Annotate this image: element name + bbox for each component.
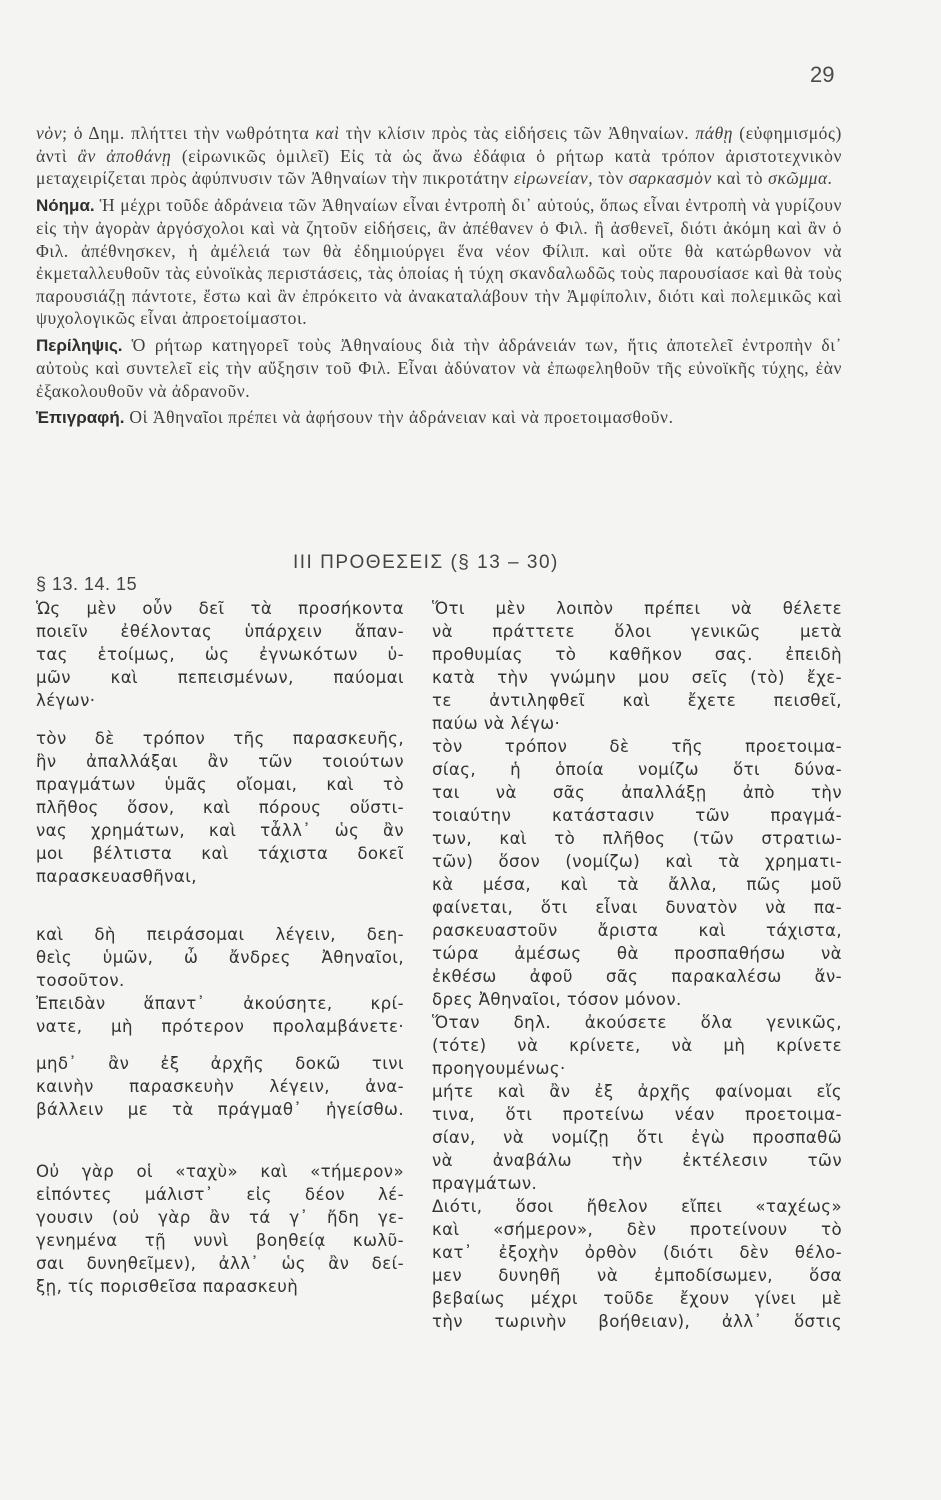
perilipsis-paragraph xyxy=(36,334,842,403)
original-line: καινὴν παρασκευὴν λέγειν, ἀνα- xyxy=(36,1077,404,1096)
original-line: τὸν δὲ τρόπον τῆς παρασκευῆς, xyxy=(36,729,404,748)
note-term: σκῶμμα. xyxy=(768,168,833,188)
original-line: παρασκευασθῆναι, xyxy=(36,867,197,886)
original-line: νας χρημάτων, καὶ τἆλλ᾿ ὡς ἂν xyxy=(36,821,404,840)
note-term: πάθῃ xyxy=(695,123,734,143)
epigraphe-label: Ἐπιγραφή. xyxy=(36,408,125,427)
translation-line: δρες Ἀθηναῖοι, τόσον μόνον. xyxy=(432,990,682,1009)
original-line: θεὶς ὑμῶν, ὦ ἄνδρες Ἀθηναῖοι, xyxy=(36,948,404,967)
translation-line: ἐκθέσω ἀφοῦ σᾶς παρακαλέσω ἄν- xyxy=(432,967,842,986)
note-term: καὶ xyxy=(315,123,340,143)
original-line: ἣν ἀπαλλάξαι ἂν τῶν τοιούτων xyxy=(36,752,404,771)
note-text: (εὐφημισμός) ἀντὶ xyxy=(36,123,842,166)
original-line: εἰπόντες μάλιστ᾿ εἰς δέον λέ- xyxy=(36,1185,404,1204)
noema-text: Ἡ μέχρι τοῦδε ἀδράνεια τῶν Ἀθηναίων εἶναι ἐντροπὴ δι᾿ αὐτούς, ὅπως εἶναι ἐντροπὴ νὰ γυρίζουν εἰς τὴν ἀγορὰν ἀργόσχολοι καὶ νὰ ζητοῦν εἰδήσεις, ἂν ἀπέθανεν ὁ Φιλ. ἢ ἀσθενεῖ, διότι ἀκόμη καὶ ἂν ὁ Φιλ. ἀπέθνησκεν, ἡ ἀμέλειά των θὰ ἐδημιούργει ἕνα νέον Φίλιπ. καὶ οὔτε θὰ κατώρθωνον νὰ ἐκμεταλλευθοῦν τὰς εὐνοϊκὰς περιστάσεις, τὰς ὁποίας ἡ τύχη σκανδαλωδῶς τοὺς παρουσίασε καὶ θὰ τοὺς παρουσιάζῃ πάντοτε, ἔστω καὶ ἂν ἐπρόκειτο νὰ ἀνακαταλάβουν τὴν Ἀμφίπολιν, διότι καὶ πολεμικῶς καὶ ψυχολογικῶς εἶναι ἀπροετοίμαστοι. xyxy=(36,194,842,328)
epigraphe-paragraph xyxy=(36,406,842,430)
note-text: καὶ τὸ xyxy=(711,168,769,188)
translation-line: βεβαίως μέχρι τοῦδε ἔχουν γίνει μὲ xyxy=(432,1289,842,1308)
section-reference: § 13. 14. 15 xyxy=(36,574,138,594)
translation-line: κὰ μέσα, καὶ τὰ ἄλλα, πῶς μοῦ xyxy=(432,875,842,894)
original-line: τοσοῦτον. xyxy=(36,971,125,990)
note-term: ἂν ἀποθάνῃ xyxy=(77,145,172,166)
translation-line: τῶν) ὅσον (νομίζω) καὶ τὰ χρηματι- xyxy=(432,852,842,871)
translation-line: (τότε) νὰ κρίνετε, νὰ μὴ κρίνετε xyxy=(432,1036,842,1055)
original-line: μηδ᾿ ἂν ἐξ ἀρχῆς δοκῶ τινι xyxy=(36,1054,404,1073)
translation-line: νὰ ἀναβάλω τὴν ἐκτέλεσιν τῶν xyxy=(432,1151,842,1170)
original-line: μῶν καὶ πεπεισμένων, παύομαι xyxy=(36,668,404,687)
original-line: Οὐ γὰρ οἱ «ταχὺ» καὶ «τήμερον» xyxy=(36,1162,404,1181)
note-text: τὸν xyxy=(593,168,629,188)
note-term: σαρκασμὸν xyxy=(628,168,712,188)
original-line: γενημένα τῇ νυνὶ βοηθείᾳ κωλῦ- xyxy=(36,1231,404,1250)
perilipsis-text: Ὁ ρήτωρ κατηγορεῖ τοὺς Ἀθηναίους διὰ τὴν ἀδράνειάν των, ἥτις ἀποτελεῖ ἐντροπὴν δι᾿ αὐτοὺς καὶ συντελεῖ εἰς τὴν αὔξησιν τοῦ Φιλ. Εἶναι ἀδύνατον νὰ ἐπωφεληθοῦν τῆς εὐνοϊκῆς τύχης, ἐὰν ἐξακολουθοῦν νὰ ἀδρανοῦν. xyxy=(36,334,842,401)
translation-line: πραγμάτων. xyxy=(432,1174,538,1193)
original-block-5 xyxy=(36,1052,404,1121)
translation-line: νὰ πράττετε ὅλοι γενικῶς μετὰ xyxy=(432,622,842,641)
original-line: τας ἑτοίμως, ὡς ἐγνωκότων ὑ- xyxy=(36,645,404,664)
original-block-4 xyxy=(36,992,404,1038)
translation-line: τοιαύτην κατάστασιν τῶν πραγμά- xyxy=(432,806,842,825)
translation-line: σίας, ἡ ὁποία νομίζω ὅτι δύνα- xyxy=(432,760,842,779)
original-line: βάλλειν με τὰ πράγμαθ᾿ ἡγείσθω. xyxy=(36,1100,404,1119)
translation-line: κατὰ τὴν γνώμην μου σεῖς (τὸ) ἔχε- xyxy=(432,668,842,687)
original-line: πραγμάτων ὑμᾶς οἴομαι, καὶ τὸ xyxy=(36,775,404,794)
original-line: σαι δυνηθεῖμεν), ἀλλ᾿ ὡς ἂν δεί- xyxy=(36,1254,404,1273)
translation-line: Διότι, ὅσοι ἤθελον εἴπει «ταχέως» xyxy=(432,1197,842,1216)
noema-label: Νόημα. xyxy=(36,195,95,215)
original-line: νατε, μὴ πρότερον προλαμβάνετε· xyxy=(36,1017,404,1036)
note-text: τὴν κλίσιν πρὸς τὰς εἰδήσεις τῶν Ἀθηναίων. xyxy=(339,123,696,143)
translation-line: τὴν τωρινὴν βοήθειαν), ἀλλ᾿ ὅστις xyxy=(432,1312,842,1331)
perilipsis-label: Περίληψις. xyxy=(36,335,123,355)
translation-line: ται νὰ σᾶς ἀπαλλάξῃ ἀπὸ τὴν xyxy=(432,783,842,802)
original-block-6 xyxy=(36,1160,404,1298)
translation-line: παύω νὰ λέγω· xyxy=(432,714,561,733)
translation-line: τὸν τρόπον δὲ τῆς προετοιμα- xyxy=(432,737,842,756)
section-heading: III ΠΡΟΘΕΣΕΙΣ (§ 13 – 30) xyxy=(293,552,559,573)
translation-line: Ὅταν δηλ. ἀκούσετε ὅλα γενικῶς, xyxy=(432,1013,842,1032)
translation-line: προθυμίας τὸ καθῆκον σας. ἐπειδὴ xyxy=(432,645,842,664)
original-block-2 xyxy=(36,727,404,888)
original-block-3 xyxy=(36,923,404,992)
translation-line: σίαν, νὰ νομίζῃ ὅτι ἐγὼ προσπαθῶ xyxy=(432,1128,842,1147)
translation-line: των, καὶ τὸ πλῆθος (τῶν στρατιω- xyxy=(432,829,842,848)
translation-line: μεν δυνηθῆ νὰ ἐμποδίσωμεν, ὅσα xyxy=(432,1266,842,1285)
translation-line: τινα, ὅτι προτείνω νέαν προετοιμα- xyxy=(432,1105,842,1124)
translation-line: τώρα ἀμέσως θὰ προσπαθήσω νὰ xyxy=(432,944,842,963)
page-number: 29 xyxy=(810,62,835,87)
original-line: γουσιν (οὐ γὰρ ἂν τά γ᾿ ἤδη γε- xyxy=(36,1208,404,1227)
translation-line: ρασκευαστοῦν ἄριστα καὶ τάχιστα, xyxy=(432,921,842,940)
translation-line: καὶ «σήμερον», δὲν προτείνουν τὸ xyxy=(432,1220,842,1239)
original-line: ποιεῖν ἐθέλοντας ὑπάρχειν ἅπαν- xyxy=(36,622,404,641)
epigraphe-text: Οἱ Ἀθηναῖοι πρέπει νὰ ἀφήσουν τὴν ἀδράνειαν καὶ νὰ προετοιμασθοῦν. xyxy=(124,407,674,427)
translation-line: κατ᾿ ἐξοχὴν ὀρθὸν (διότι δὲν θέλο- xyxy=(432,1243,842,1262)
original-line: Ὡς μὲν οὖν δεῖ τὰ προσήκοντα xyxy=(36,599,404,618)
original-line: πλῆθος ὅσον, καὶ πόρους οὕστι- xyxy=(36,798,404,817)
commentary-notes xyxy=(36,122,842,190)
translation-line: Ὅτι μὲν λοιπὸν πρέπει νὰ θέλετε xyxy=(432,599,842,618)
original-block-1 xyxy=(36,597,404,712)
translation-line: τε ἀντιληφθεῖ καὶ ἔχετε πεισθεῖ, xyxy=(432,691,842,710)
translation-column xyxy=(432,597,842,1333)
note-text: (εἰρωνικῶς ὁμιλεῖ) Εἰς τὰ ὡς ἄνω ἐδάφια ὁ ρήτωρ κατὰ τρόπον ἀριστοτεχνικὸν μεταχειρίζεται πρὸς ἀφύπνυσιν τῶν Ἀθηναίων τὴν πικροτάτην xyxy=(36,145,843,188)
note-text: ; ὁ Δημ. πλήττει τὴν νωθρότητα xyxy=(62,123,316,143)
original-line: μοι βέλτιστα καὶ τάχιστα δοκεῖ xyxy=(36,844,404,863)
noema-paragraph xyxy=(36,194,842,330)
original-line: καὶ δὴ πειράσομαι λέγειν, δεη- xyxy=(36,925,404,944)
original-line: ξῃ, τίς πορισθεῖσα παρασκευὴ xyxy=(36,1277,299,1296)
note-term: εἰρωνείαν, xyxy=(513,168,594,188)
original-line: λέγων· xyxy=(36,691,96,710)
translation-line: φαίνεται, ὅτι εἶναι δυνατὸν νὰ πα- xyxy=(432,898,842,917)
translation-line: προηγουμένως· xyxy=(432,1059,566,1078)
commentary-section xyxy=(36,122,842,434)
note-term: νὸν xyxy=(36,123,63,143)
original-line: Ἐπειδὰν ἅπαντ᾿ ἀκούσητε, κρί- xyxy=(36,994,404,1013)
translation-line: μήτε καὶ ἂν ἐξ ἀρχῆς φαίνομαι εἴς xyxy=(432,1082,842,1101)
